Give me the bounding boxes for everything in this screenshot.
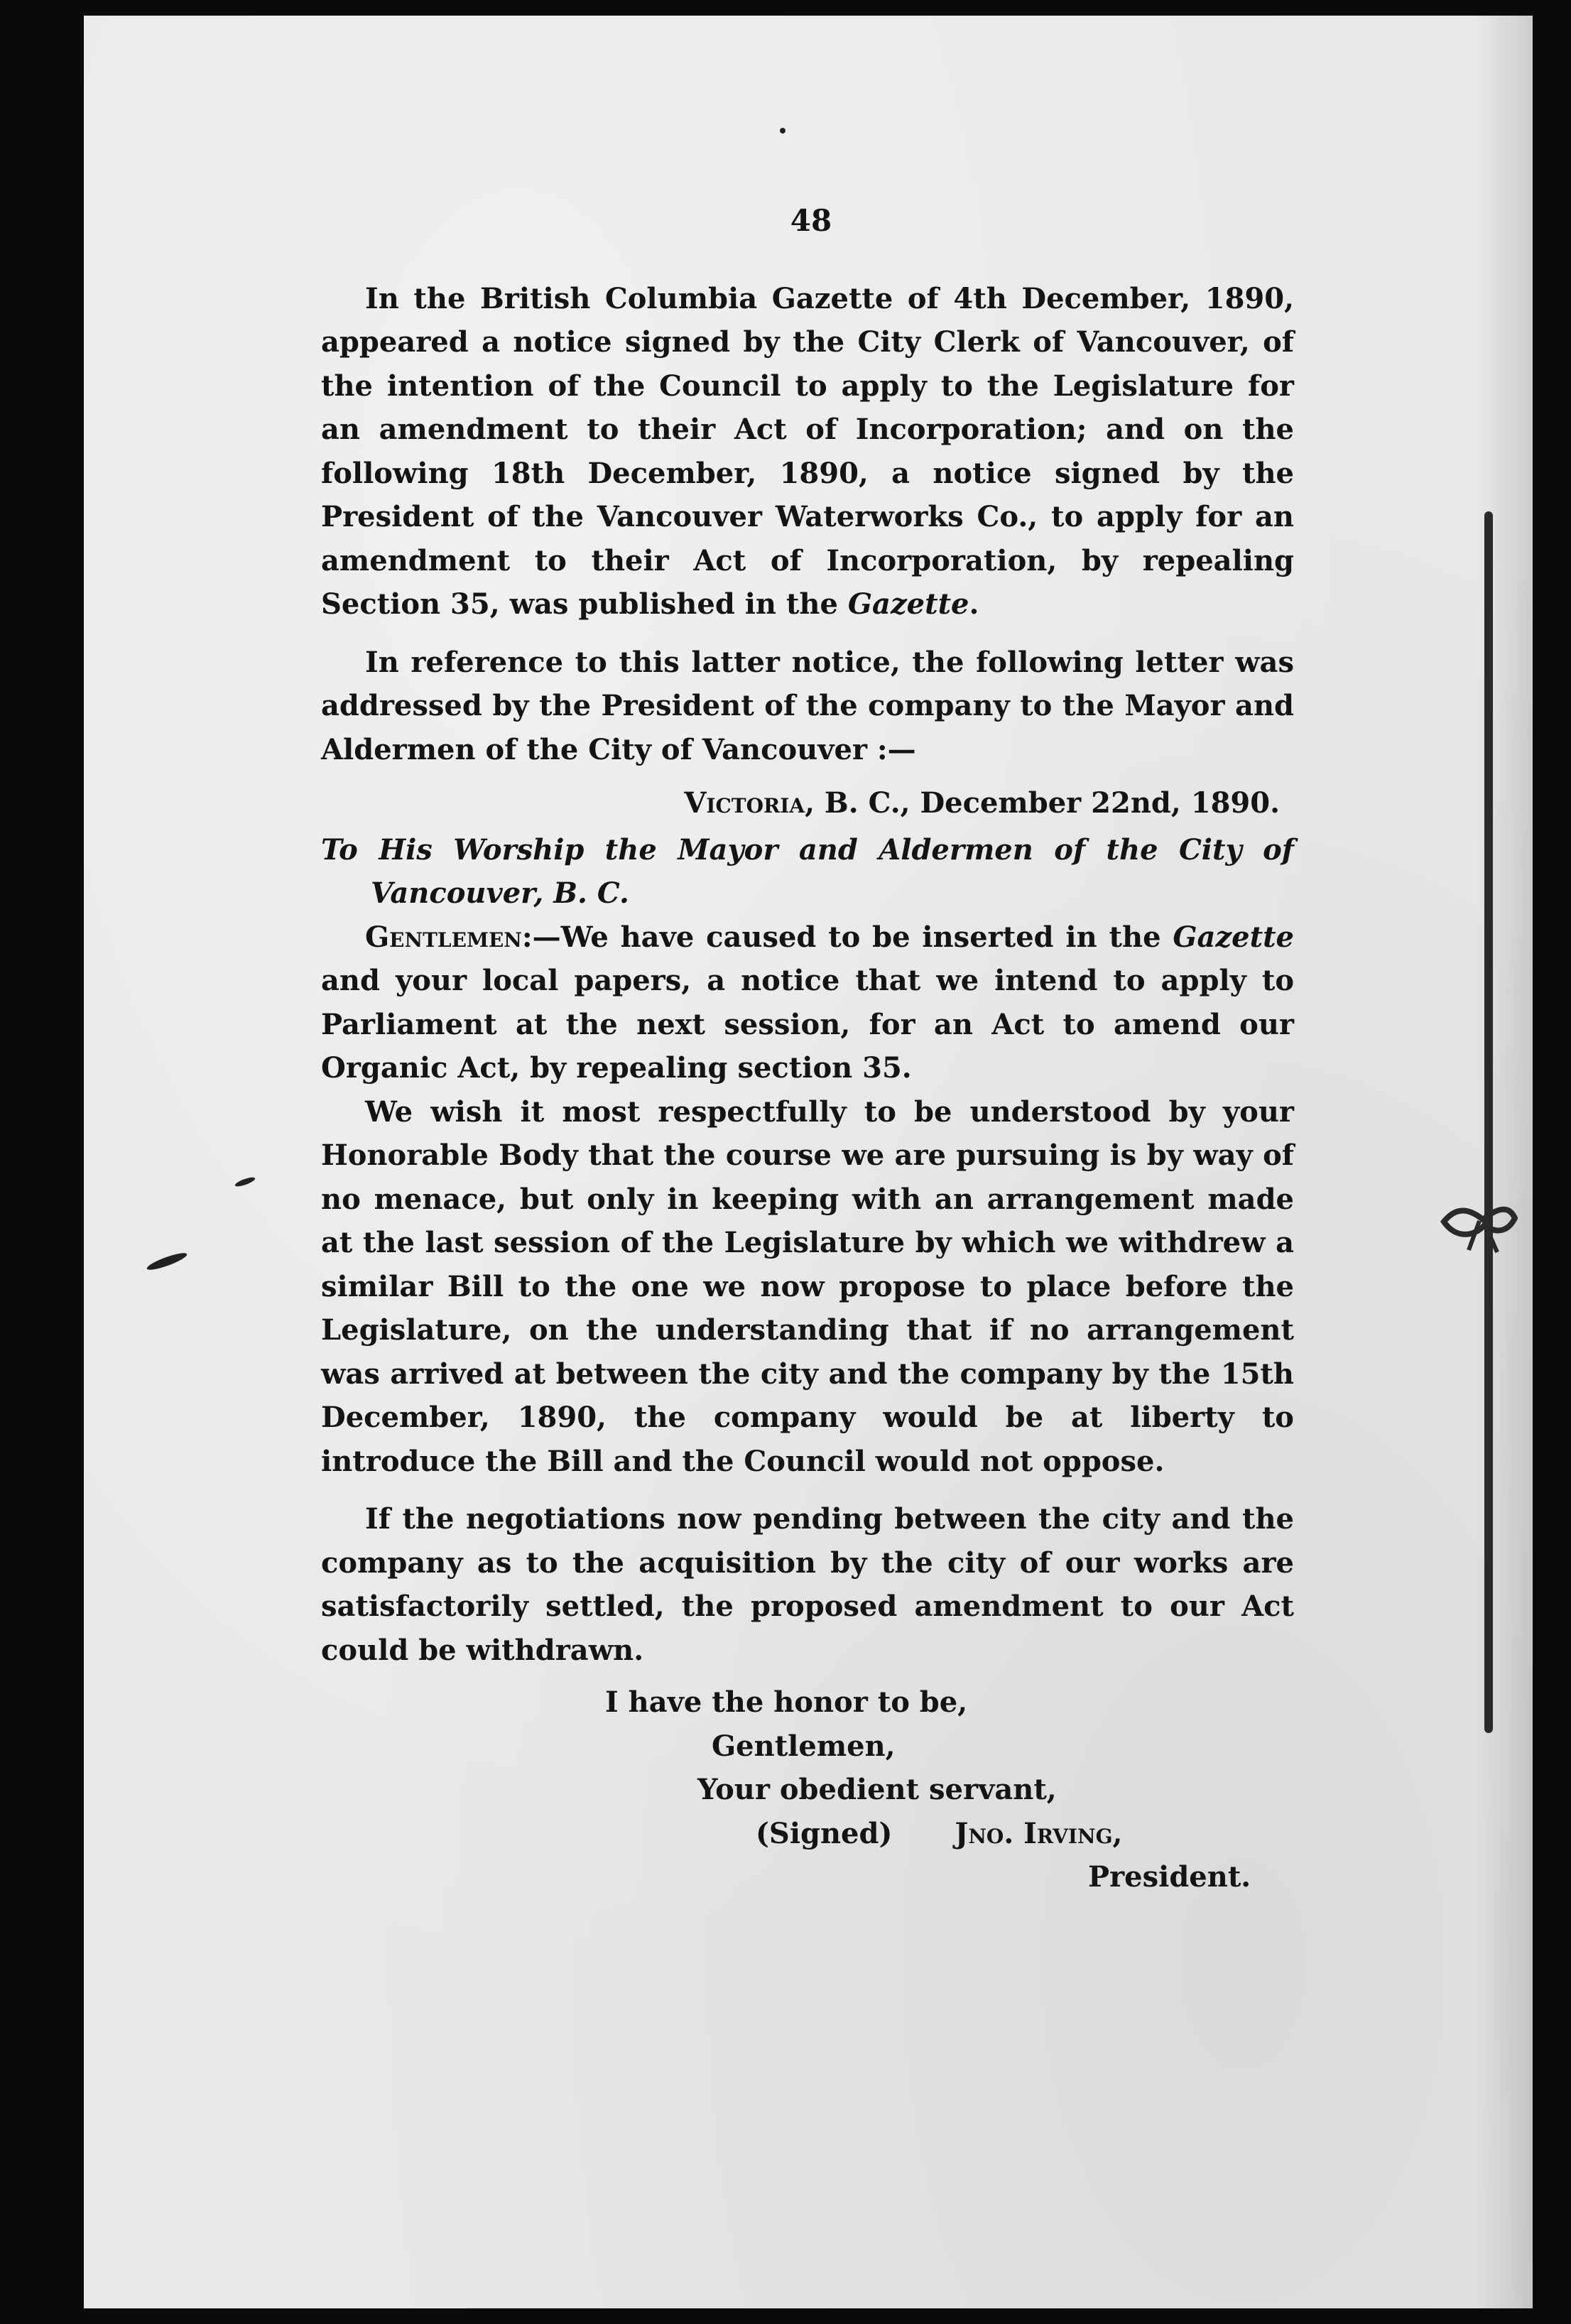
paragraph-text: . [969,587,979,621]
signed-note: (Signed) [756,1816,893,1850]
letter-paragraph-3: If the negotiations now pending between the city and the company as to the acquisition by the city of our works are satisfactorily settled, the proposed amendment to our Act could be withdrawn. [321,1502,1294,1667]
letter-paragraph-2: We wish it most respectfully to be understood by your Honorable Body that the course we are pursuing is by way of no menace, but only in keeping with an arrangement made at the last session of the Legislature by which we withdrew a similar Bill to the one we now propose to place before the Legislature, on the understanding that if no arrangement was arrived at between the city and the company by the 15th December, 1890, the company would be at liberty to introduce the Bill and the Council would not oppose. [321,1095,1294,1478]
letter-closing [321,1680,1294,1899]
letter-paragraph-1 [321,916,1294,1090]
binding-knot-icon [1440,1190,1518,1254]
dateline-place: Victoria [684,786,805,820]
gazette-italic: Gazette [847,587,969,621]
page-number: 48 [790,203,832,238]
binding-thread [1484,511,1493,1733]
paragraph-text: In the British Columbia Gazette of 4th December, 1890, appeared a notice signed by the City Clerk of Vancouver, of the intention of the Council to apply to the Legislature for an amendment to their Act of Incorporation; and on the following 18th December, 1890, a notice signed by the President of the Vancouver Waterworks Co., to apply for an amendment to their Act of Incorporation, by repealing Section 35, was published in the [321,281,1294,621]
closing-line: Gentlemen, [712,1729,896,1763]
paragraph-text: :—We have caused to be inserted in the [521,920,1173,954]
signature-title: President. [1088,1860,1251,1894]
page-body [321,199,1294,1899]
letter-address: To His Worship the Mayor and Aldermen of the City of Vancouver, B. C. [321,832,1294,910]
letter-salutation: Gentlemen [365,920,522,954]
ink-speck [780,128,786,134]
paragraph-letter-intro: In reference to this latter notice, the following letter was addressed by the President of the company to the Mayor and Aldermen of the City of Vancouver :— [321,645,1294,766]
signature-name: Jno. Irving, [955,1816,1123,1850]
closing-signature-line [321,1812,1294,1856]
closing-line: Your obedient servant, [697,1773,1057,1806]
paragraph-text: and your local papers, a notice that we intend to apply to Parliament at the next session, for an Act to amend our Organic Act, by repealing section 35. [321,964,1294,1085]
gazette-italic: Gazette [1173,920,1294,954]
dateline-date: , B. C., December 22nd, 1890. [805,786,1280,820]
paragraph-gazette-notice [321,277,1294,626]
closing-line: I have the honor to be, [605,1685,968,1719]
letter-dateline [321,781,1280,825]
